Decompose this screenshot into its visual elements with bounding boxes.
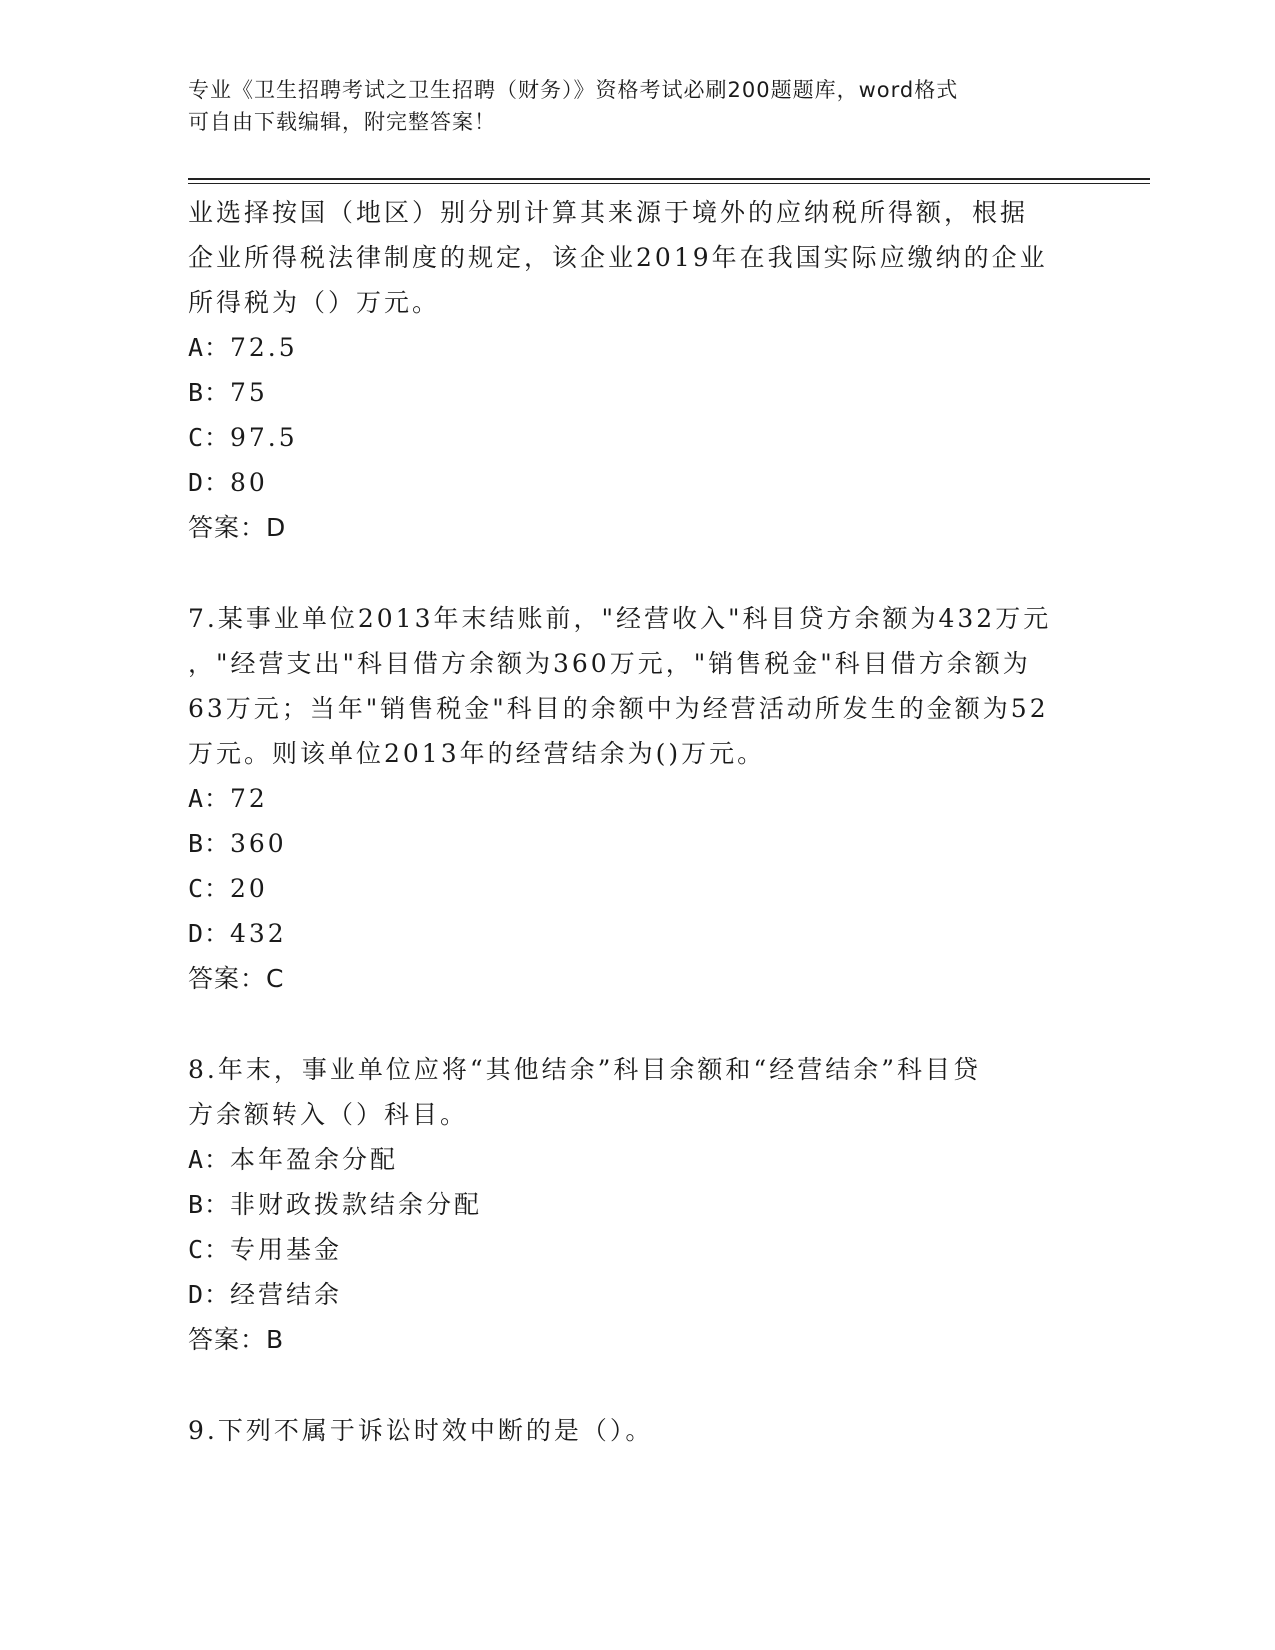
option-c: C：专用基金 (188, 1235, 343, 1264)
question-text-line: 万元。则该单位2013年的经营结余为()万元。 (188, 739, 766, 768)
option-b: B：75 (188, 378, 268, 407)
answer: 答案：C (188, 964, 285, 993)
option-c: C：97.5 (188, 423, 298, 452)
question-text-line: 7.某事业单位2013年末结账前，"经营收入"科目贷方余额为432万元 (188, 604, 1052, 633)
option-b: B：360 (188, 829, 287, 858)
option-a: A：本年盈余分配 (188, 1145, 399, 1174)
option-d: D：80 (188, 468, 268, 497)
question-text-line: 企业所得税法律制度的规定，该企业2019年在我国实际应缴纳的企业 (188, 243, 1048, 272)
header-line-1: 专业《卫生招聘考试之卫生招聘（财务）》资格考试必刷200题题库，word格式 (188, 78, 959, 102)
option-d: D：432 (188, 919, 287, 948)
question-text-line: 8.年末，事业单位应将“其他结余”科目余额和“经营结余”科目贷 (188, 1055, 981, 1084)
question-text-line: 63万元；当年"销售税金"科目的余额中为经营活动所发生的金额为52 (188, 694, 1049, 723)
question-text-line: 所得税为（）万元。 (188, 288, 441, 317)
option-a: A：72 (188, 784, 268, 813)
question-text-line: 9.下列不属于诉讼时效中断的是（）。 (188, 1416, 654, 1445)
document-body (188, 190, 1088, 1453)
question-9 (188, 1408, 1088, 1453)
option-a: A：72.5 (188, 333, 298, 362)
header-rule-thick (188, 178, 1150, 180)
option-d: D：经营结余 (188, 1280, 343, 1309)
answer: 答案：B (188, 1325, 285, 1354)
header-rule-thin (188, 183, 1150, 184)
header-line-2: 可自由下载编辑，附完整答案！ (188, 110, 496, 134)
answer: 答案：D (188, 513, 287, 542)
question-6 (188, 190, 1088, 550)
question-text-line: 业选择按国（地区）别分别计算其来源于境外的应纳税所得额，根据 (188, 198, 1029, 227)
question-text-line: 方余额转入（）科目。 (188, 1100, 469, 1129)
question-text-line: ，"经营支出"科目借方余额为360万元，"销售税金"科目借方余额为 (188, 649, 1031, 678)
option-b: B：非财政拨款结余分配 (188, 1190, 483, 1219)
question-7 (188, 596, 1088, 1001)
option-c: C：20 (188, 874, 268, 903)
document-header (188, 74, 1068, 138)
question-8 (188, 1047, 1088, 1362)
